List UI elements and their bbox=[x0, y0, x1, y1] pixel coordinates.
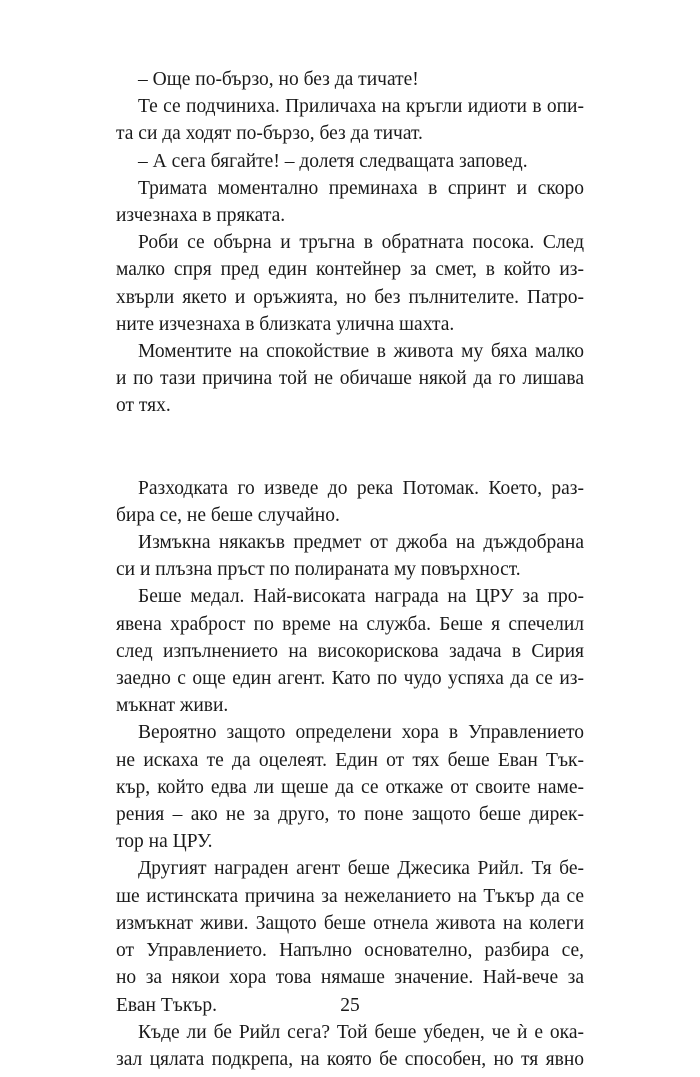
paragraph bbox=[116, 719, 584, 855]
text-line: кър, който едва ли щеше да се откаже от своите наме- bbox=[116, 776, 584, 798]
text-line: малко спря пред един контейнер за смет, в който из- bbox=[116, 259, 584, 281]
text-line: си и плъзна пръст по полираната му повърхност. bbox=[116, 559, 521, 581]
text-line: след изпълнението на високорискова задача в Сирия bbox=[116, 640, 584, 662]
text-line: Еван Тъкър. bbox=[116, 994, 218, 1016]
text-line: мъкнат живи. bbox=[116, 695, 229, 717]
text-line: и по тази причина той не обичаше някой да го лишава bbox=[116, 368, 584, 390]
text-line: ните изчезнаха в близката улична шахта. bbox=[116, 313, 455, 335]
text-line: бира се, не беше случайно. bbox=[116, 504, 340, 526]
text-line: не искаха те да оцелеят. Един от тях беше Еван Тък- bbox=[116, 749, 584, 771]
text-line: Тримата моментално преминаха в спринт и скоро bbox=[138, 177, 584, 199]
text-line: Измъкна някакъв предмет от джоба на дъждобрана bbox=[138, 532, 584, 554]
paragraph bbox=[116, 475, 584, 529]
text-section-2 bbox=[116, 475, 584, 1073]
section-break bbox=[116, 420, 584, 475]
text-line: изчезнаха в пряката. bbox=[116, 205, 286, 227]
text-line: Другият награден агент беше Джесика Рийл. Тя бе- bbox=[138, 858, 584, 880]
text-line: – Още по-бързо, но без да тичате! bbox=[138, 69, 419, 90]
text-line: Къде ли бе Рийл сега? Той беше убеден, че ѝ е ока- bbox=[138, 1021, 584, 1043]
text-line: Моментите на спокойствие в живота му бяха малко bbox=[138, 341, 584, 363]
text-line: та си да ходят по-бързо, без да тичат. bbox=[116, 123, 423, 145]
text-line: явена храброст по време на служба. Беше я спечелил bbox=[116, 613, 584, 635]
text-line: Разходката го изведе до река Потомак. Което, раз- bbox=[138, 477, 584, 499]
text-line: ше истинската причина за нежеланието на Тъкър да се bbox=[116, 885, 584, 907]
text-line: Роби се обърна и тръгна в обратната посока. След bbox=[138, 232, 584, 254]
text-line: от Управлението. Напълно основателно, разбира се, bbox=[116, 940, 584, 962]
text-line: заедно с още един агент. Като по чудо успяха да се из- bbox=[116, 668, 584, 690]
text-line: рения – ако не за друго, то поне защото беше дирек- bbox=[116, 804, 584, 826]
text-line: зал цялата подкрепа, на която бе способен, но тя явно bbox=[116, 1048, 584, 1070]
paragraph bbox=[116, 66, 584, 93]
paragraph bbox=[116, 583, 584, 719]
paragraph bbox=[116, 529, 584, 583]
paragraph bbox=[116, 93, 584, 147]
text-line: Беше медал. Най-високата награда на ЦРУ за про- bbox=[138, 586, 584, 608]
text-line: – А сега бягайте! – долетя следващата заповед. bbox=[138, 150, 528, 172]
text-line: Вероятно защото определени хора в Управлението bbox=[138, 722, 584, 744]
paragraph bbox=[116, 175, 584, 229]
text-line: тор на ЦРУ. bbox=[116, 831, 213, 853]
paragraph bbox=[116, 338, 584, 420]
page-number: 25 bbox=[340, 995, 360, 1016]
text-line: Те се подчиниха. Приличаха на кръгли идиоти в опи- bbox=[138, 96, 584, 118]
paragraph bbox=[116, 1019, 584, 1073]
paragraph bbox=[116, 229, 584, 338]
page-body bbox=[116, 66, 584, 1073]
text-line: от тях. bbox=[116, 395, 171, 417]
text-line: но за някои хора това нямаше значение. Най-вече за bbox=[116, 967, 584, 989]
paragraph bbox=[116, 148, 584, 175]
text-line: измъкнат живи. Защото беше отнела живота на колеги bbox=[116, 912, 584, 934]
text-line: хвърли якето и оръжията, но без пълнителите. Патро- bbox=[116, 286, 584, 308]
text-section-1 bbox=[116, 66, 584, 420]
